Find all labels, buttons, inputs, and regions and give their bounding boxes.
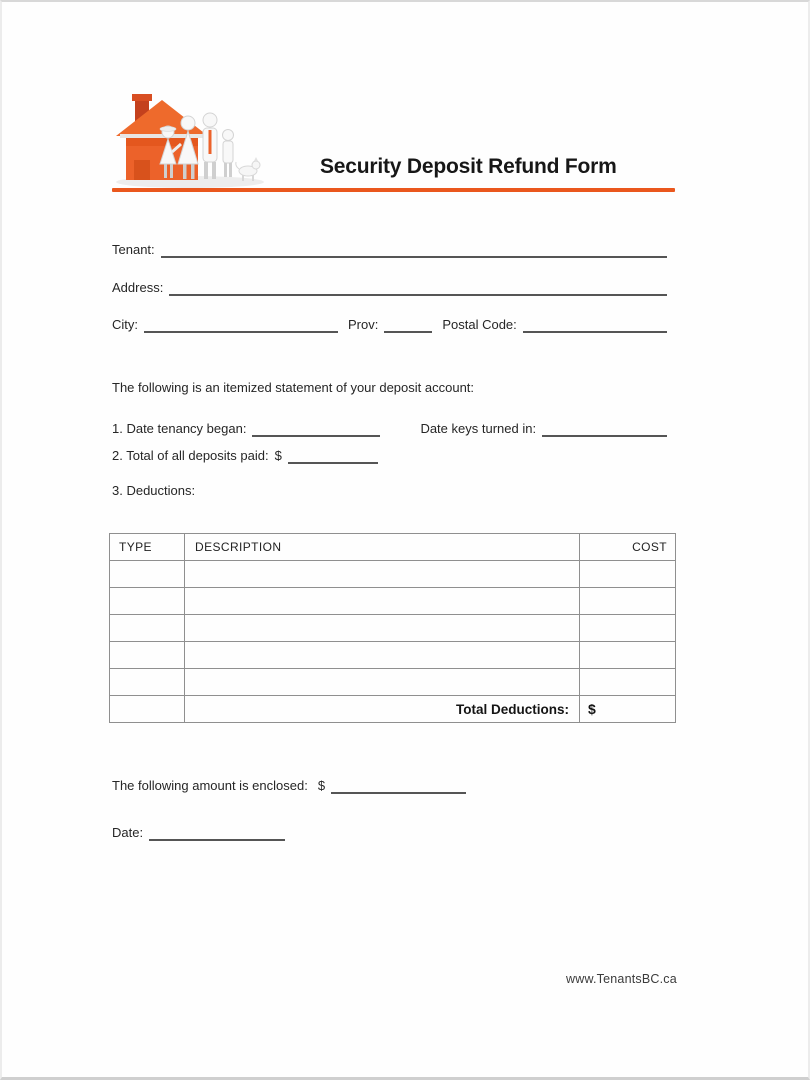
deductions-description-cell[interactable] xyxy=(185,561,580,588)
deductions-type-cell[interactable] xyxy=(110,588,185,615)
deductions-type-cell[interactable] xyxy=(110,669,185,696)
deductions-heading: 3. Deductions: xyxy=(112,483,196,498)
deductions-cost-cell[interactable] xyxy=(580,561,676,588)
deductions-empty-row xyxy=(110,561,676,588)
deductions-empty-row xyxy=(110,588,676,615)
deductions-cost-cell[interactable] xyxy=(580,669,676,696)
footer-url: www.TenantsBC.ca xyxy=(566,972,677,986)
deductions-type-cell[interactable] xyxy=(110,561,185,588)
date-keys-turned-in-line[interactable] xyxy=(542,422,667,437)
statement-intro: The following is an itemized statement of your deposit account: xyxy=(112,380,475,395)
date-label: Date: xyxy=(112,825,144,840)
type-column-header: TYPE xyxy=(110,534,185,561)
deductions-description-cell[interactable] xyxy=(185,669,580,696)
deductions-empty-row xyxy=(110,642,676,669)
address-row xyxy=(112,280,667,296)
page-title: Security Deposit Refund Form xyxy=(320,155,617,178)
deductions-cost-cell[interactable] xyxy=(580,642,676,669)
city-label: City: xyxy=(112,317,138,332)
house-family-logo-graphic xyxy=(110,94,272,189)
date-line[interactable] xyxy=(149,826,285,841)
date-tenancy-began-line[interactable] xyxy=(252,422,380,437)
house-family-logo xyxy=(110,94,272,189)
date-row xyxy=(112,825,667,841)
deposits-paid-line[interactable] xyxy=(288,449,378,464)
deductions-table-body xyxy=(110,561,676,723)
tenant-input-line[interactable] xyxy=(161,243,667,258)
deductions-header-row xyxy=(110,534,676,561)
date-keys-turned-in-label: Date keys turned in: xyxy=(420,421,537,436)
deductions-description-cell[interactable] xyxy=(185,588,580,615)
tenant-label: Tenant: xyxy=(112,242,155,257)
deposits-paid-row xyxy=(112,448,667,464)
description-column-header: DESCRIPTION xyxy=(185,534,580,561)
tenancy-dates-row xyxy=(112,421,667,437)
deductions-cost-cell[interactable] xyxy=(580,588,676,615)
cost-column-header: COST xyxy=(580,534,676,561)
postal-code-input-line[interactable] xyxy=(523,318,667,333)
address-input-line[interactable] xyxy=(169,281,667,296)
total-deductions-label: Total Deductions: xyxy=(185,696,580,723)
tenant-row xyxy=(112,242,667,258)
date-tenancy-began-label: 1. Date tenancy began: xyxy=(112,421,247,436)
deposits-paid-currency: $ xyxy=(274,448,282,463)
address-label: Address: xyxy=(112,280,164,295)
amount-enclosed-currency: $ xyxy=(317,778,326,793)
postal-code-label: Postal Code: xyxy=(442,317,517,332)
prov-input-line[interactable] xyxy=(384,318,432,333)
deductions-description-cell[interactable] xyxy=(185,642,580,669)
deductions-cost-cell[interactable] xyxy=(580,615,676,642)
city-input-line[interactable] xyxy=(144,318,338,333)
deductions-table xyxy=(109,533,676,723)
amount-enclosed-row xyxy=(112,778,667,794)
deductions-type-cell[interactable] xyxy=(110,615,185,642)
prov-label: Prov: xyxy=(348,317,379,332)
total-row-spacer xyxy=(110,696,185,723)
total-deductions-amount-cell[interactable]: $ xyxy=(580,696,676,723)
deductions-type-cell[interactable] xyxy=(110,642,185,669)
deductions-empty-row xyxy=(110,615,676,642)
city-row xyxy=(112,317,667,333)
deductions-empty-row xyxy=(110,669,676,696)
amount-enclosed-line[interactable] xyxy=(331,779,466,794)
amount-enclosed-label: The following amount is enclosed: xyxy=(112,778,308,793)
deductions-total-row xyxy=(110,696,676,723)
header-accent-rule xyxy=(112,188,675,192)
deposits-paid-label: 2. Total of all deposits paid: xyxy=(112,448,269,463)
deductions-description-cell[interactable] xyxy=(185,615,580,642)
